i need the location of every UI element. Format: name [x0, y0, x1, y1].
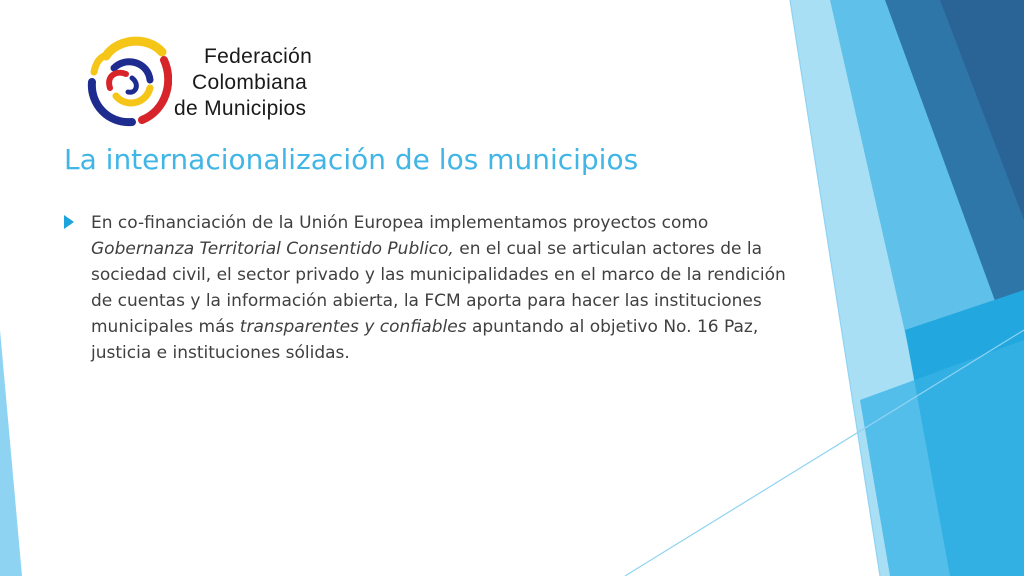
bullet-text-part-3: en el cual se articulan actores de la sociedad civil, el sector privado y las municipalidades en el marco de la rendición de cuentas y la información abierta, la FCM aporta para hacer las instituciones municipales más	[91, 239, 786, 337]
emphasis-italic: transparentes y confiables	[239, 317, 467, 337]
bullet-item	[64, 210, 804, 366]
logo-line-1: Federación	[204, 45, 313, 68]
logo-line-2: Colombiana	[192, 71, 308, 94]
project-name-italic: Gobernanza Territorial Consentido Publico,	[91, 239, 454, 259]
spiral-logo-icon	[86, 34, 172, 128]
slide-title: La internacionalización de los municipios	[64, 143, 639, 176]
logo-line-3: de Municipios	[174, 97, 307, 120]
triangle-bullet-icon	[64, 215, 74, 229]
bullet-text-part-1: En co-financiación de la Unión Europea implementamos proyectos como	[91, 213, 709, 233]
bullet-text	[91, 210, 804, 366]
bullet-text-part-5: apuntando al objetivo No. 16 Paz, justicia e instituciones sólidas.	[91, 317, 759, 363]
left-accent-shape	[0, 330, 22, 576]
logo-wordmark	[174, 44, 312, 122]
